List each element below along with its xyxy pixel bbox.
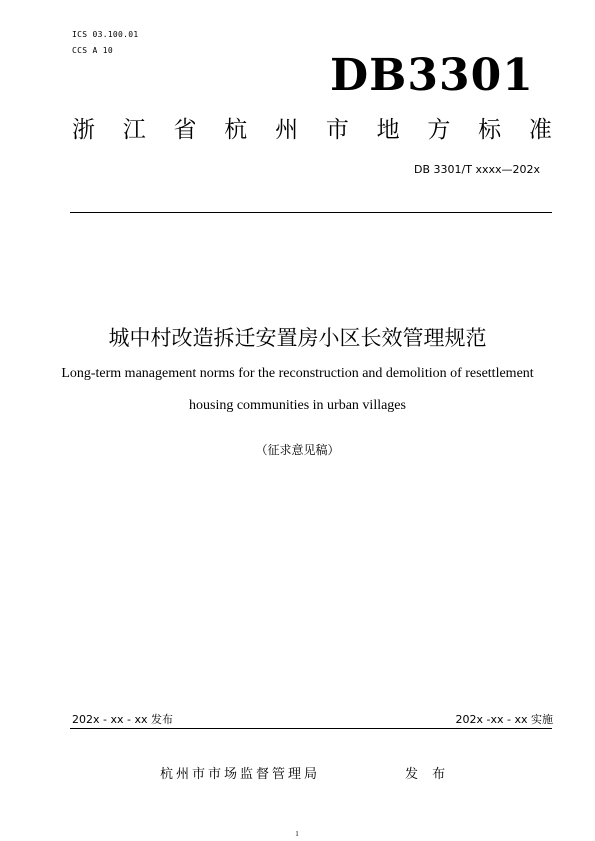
standard-type-char: 杭 [224,117,248,143]
standard-type-char: 标 [478,117,502,143]
draft-status-label: （征求意见稿） [255,443,340,457]
standard-type-char: 州 [275,117,299,143]
ics-code: ICS 03.100.01 [72,30,139,39]
standard-type-heading [72,114,552,146]
document-title-chinese: 城中村改造拆迁安置房小区长效管理规范 [108,326,487,350]
ccs-code: CCS A 10 [72,46,113,55]
publisher-name: 杭州市市场监督管理局 [160,767,321,782]
standard-type-char: 方 [427,117,451,143]
page-number: 1 [295,830,299,838]
header-divider [70,212,552,213]
standard-type-char: 准 [528,117,552,143]
standard-number: DB 3301/T xxxx—202x [414,163,540,176]
issue-date: 202x - xx - xx 发布 [72,713,173,726]
footer-divider [70,728,552,729]
standard-type-char: 江 [122,117,146,143]
publish-label: 发 布 [405,767,451,782]
standard-type-char: 市 [325,117,349,143]
standard-type-char: 浙 [72,117,95,143]
document-title-english-line2: housing communities in urban villages [189,398,406,413]
implementation-date: 202x -xx - xx 实施 [455,713,553,726]
standard-type-char: 省 [173,117,197,143]
document-title-english-line1: Long-term management norms for the reconstruction and demolition of resettlement [61,366,534,381]
db-code-heading: DB3301 [330,50,534,101]
standard-type-char: 地 [376,117,400,143]
